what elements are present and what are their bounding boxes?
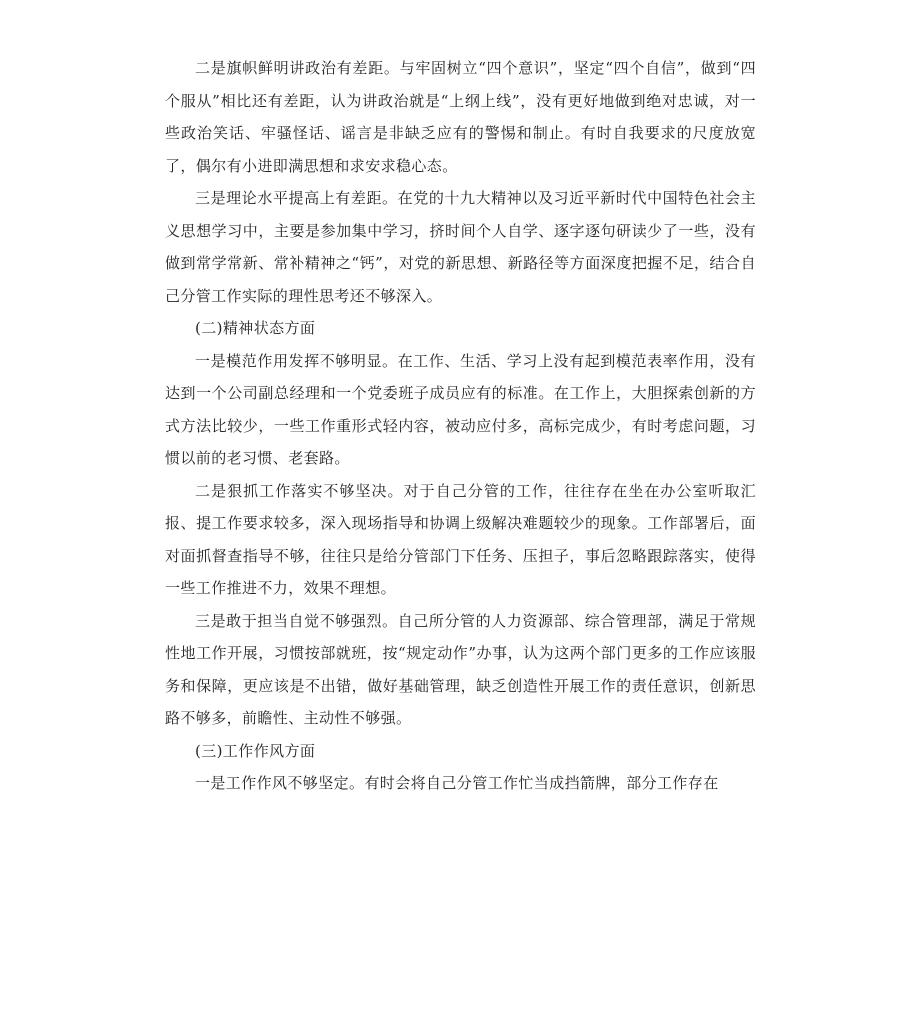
paragraph-work-style: 一是工作作风不够坚定。有时会将自己分管工作忙当成挡箭牌，部分工作存在 [195, 774, 719, 792]
paragraph-model-role: 一是模范作用发挥不够明显。在工作、生活、学习上没有起到模范表率作用，没有达到一个公司副总经理和一个党委班子成员应有的标准。在工作上，大胆探索创新的方式方法比较少，一些工作重形式轻内容，被动应付多，高标完成少，有时考虑问题，习惯以前的老习惯、老套路。 [165, 351, 756, 467]
paragraph-theory-level: 三是理论水平提高上有差距。在党的十九大精神以及习近平新时代中国特色社会主义思想学习中，主要是参加集中学习，挤时间个人自学、逐字逐句研读少了一些，没有做到常学常新、常补精神之“钙”，对党的新思想、新路径等方面深度把握不足，结合自己分管工作实际的理性思考还不够深入。 [165, 189, 756, 305]
paragraph-responsibility: 三是敢于担当自觉不够强烈。自己所分管的人力资源部、综合管理部，满足于常规性地工作开展，习惯按部就班，按“规定动作”办事，认为这两个部门更多的工作应该服务和保障，更应该是不出错，做好基础管理，缺乏创造性开展工作的责任意识，创新思路不够多，前瞻性、主动性不够强。 [165, 611, 756, 727]
paragraph-political-stance: 二是旗帜鲜明讲政治有差距。与牢固树立“四个意识”，坚定“四个自信”，做到“四个服从”相比还有差距，认为讲政治就是“上纲上线”，没有更好地做到绝对忠诚，对一些政治笑话、牢骚怪话、谣言是非缺乏应有的警惕和制止。有时自我要求的尺度放宽了，偶尔有小进即满思想和求安求稳心态。 [165, 59, 756, 175]
section-heading-mental-state: (二)精神状态方面 [195, 319, 316, 337]
section-heading-work-style: (三)工作作风方面 [195, 741, 316, 760]
paragraph-work-implementation: 二是狠抓工作落实不够坚决。对于自己分管的工作，往往存在坐在办公室听取汇报、提工作要求较多，深入现场指导和协调上级解决难题较少的现象。工作部署后，面对面抓督查指导不够，往往只是给分管部门下任务、压担子，事后忽略跟踪落实，使得一些工作推进不力，效果不理想。 [165, 481, 756, 597]
document-body [165, 52, 756, 800]
